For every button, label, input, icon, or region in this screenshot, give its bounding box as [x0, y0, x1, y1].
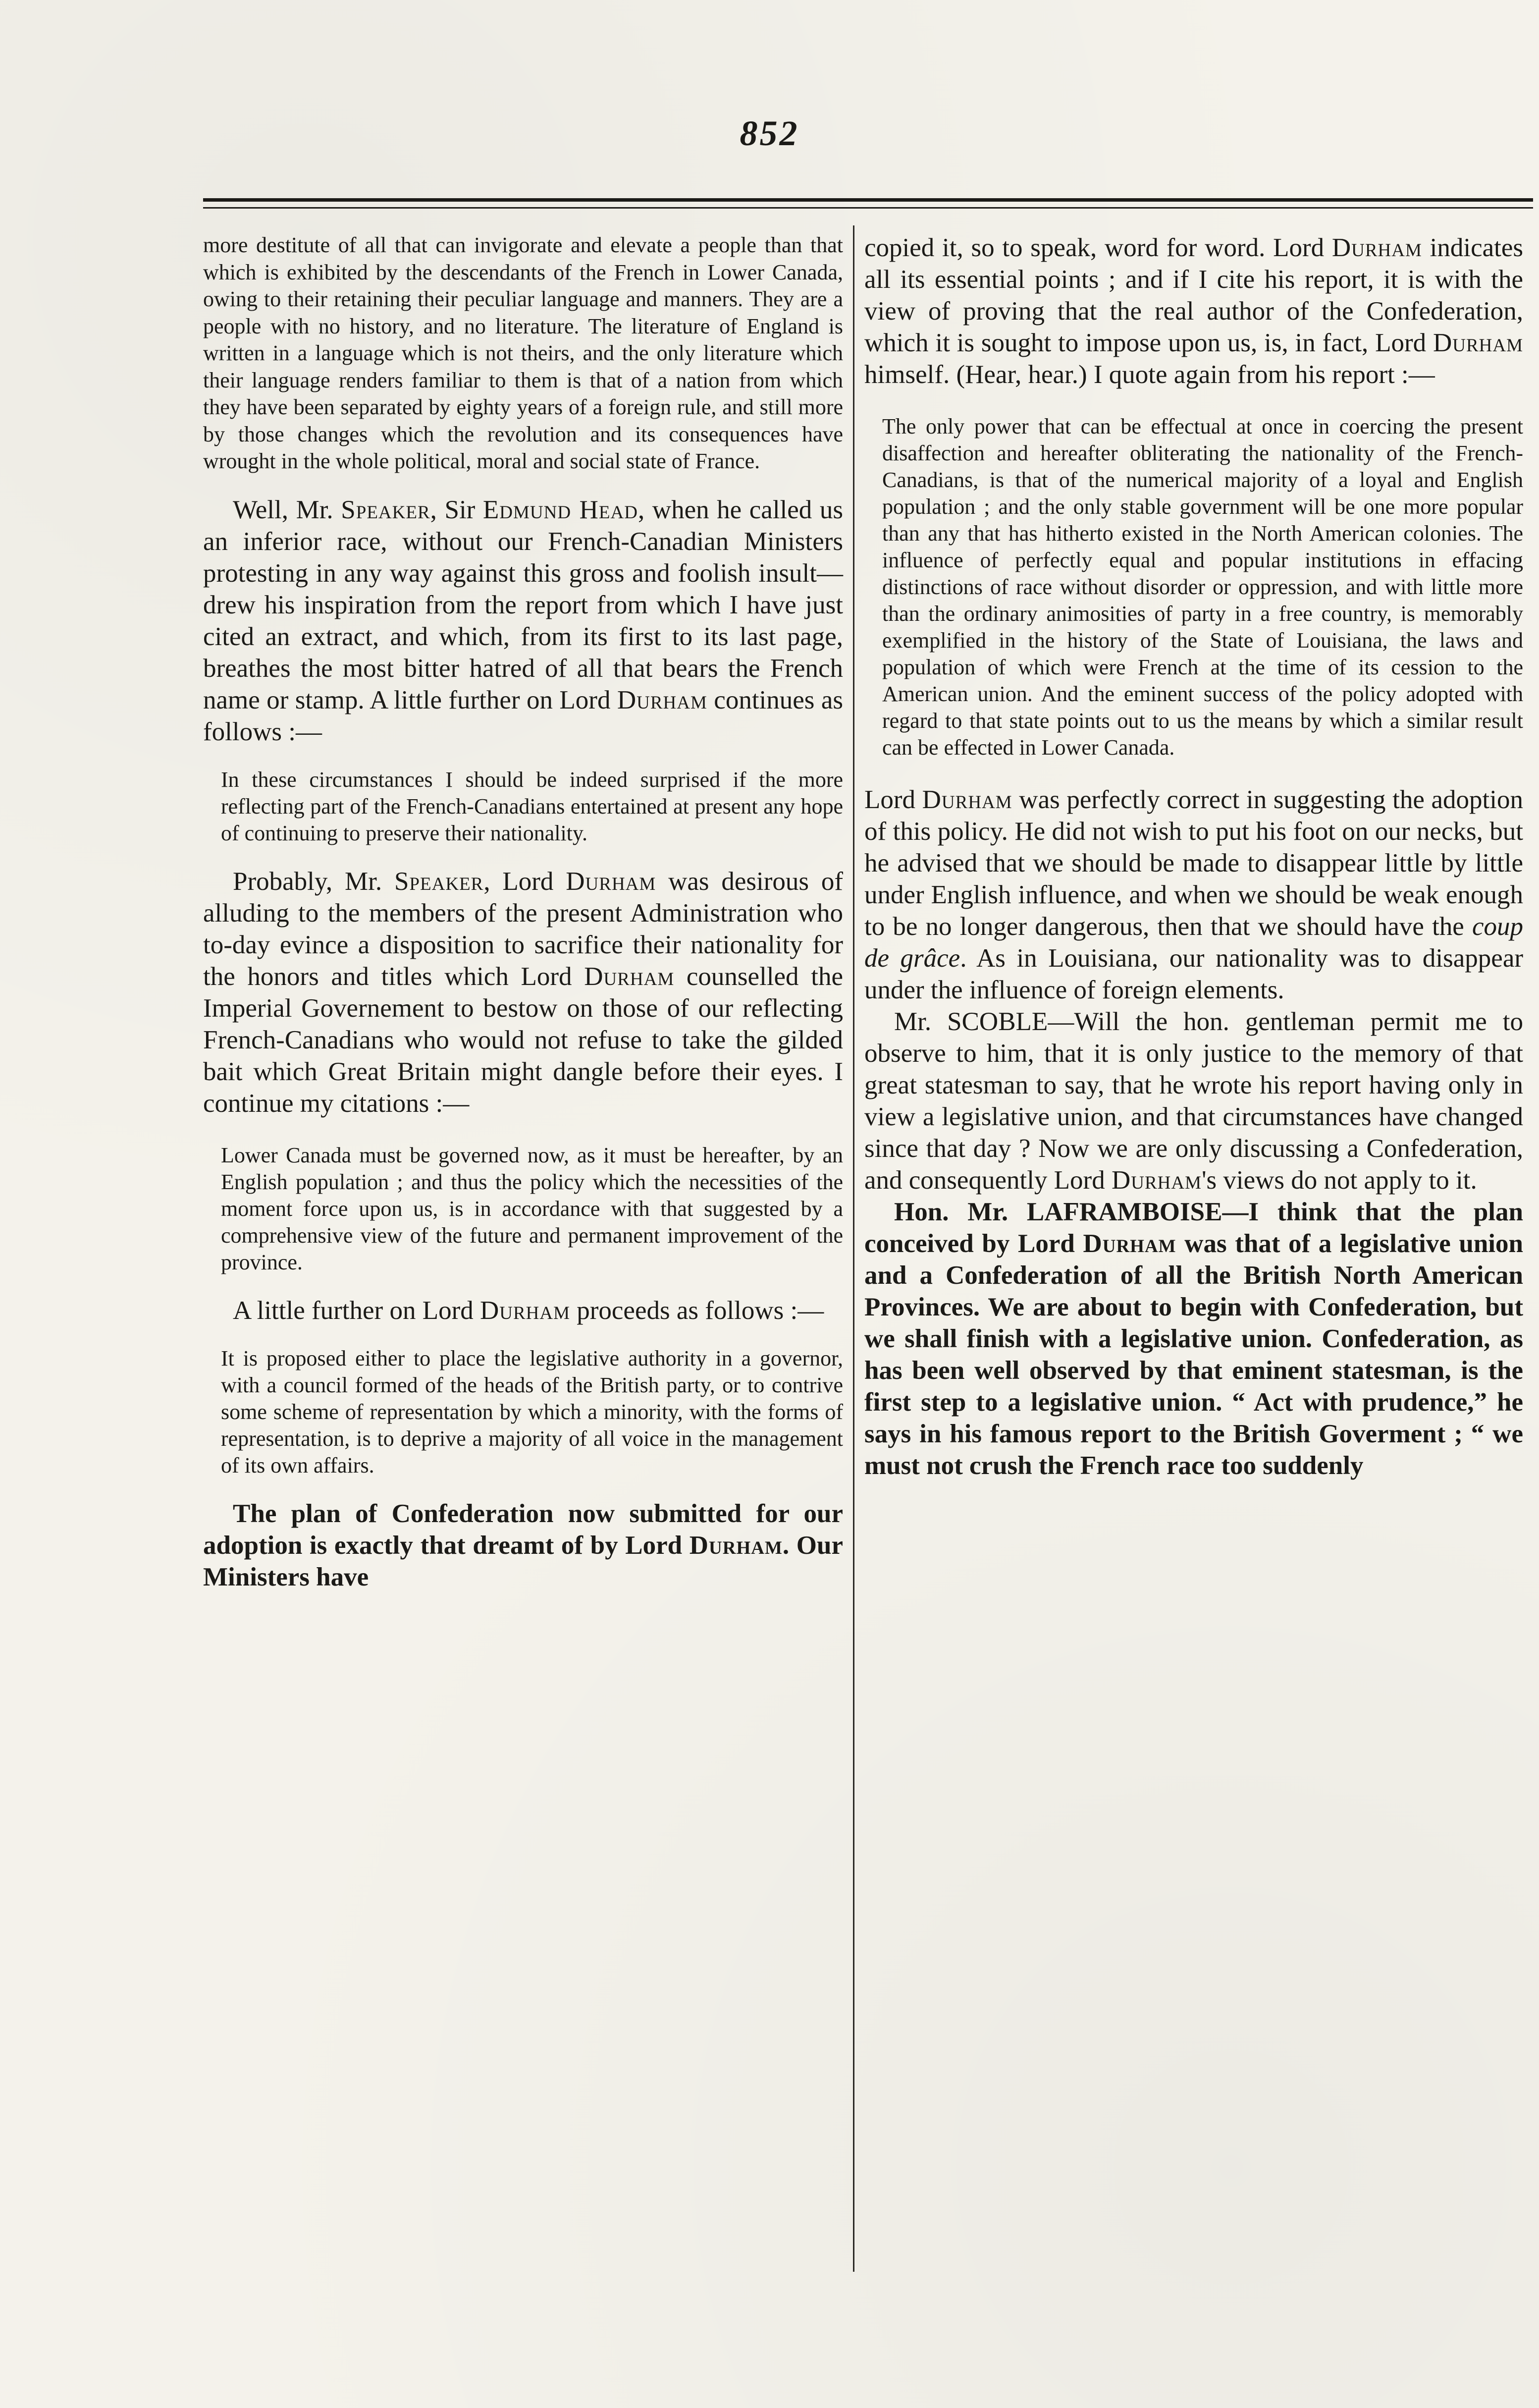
right-paragraph-copied [864, 232, 1523, 390]
text-run: continues as follows :— [203, 685, 843, 746]
text-run: was desirous of alluding to the members of the present Administration who to-day evince a disposition to sacrifice their nationality for the honors and titles which Lord [203, 867, 843, 991]
text-run: indicates all its essential points ; and if I cite his report, it is with the view of proving that the real author of the Confederation, which it is sought to impose upon us, is, in fact, Lord [864, 233, 1524, 357]
person-name: Durham [566, 867, 656, 896]
left-paragraph-plan-of-confederation [203, 1498, 843, 1593]
text-run: proceeds as follows :— [570, 1296, 824, 1325]
italic-phrase: coup de grâce [864, 912, 1523, 973]
left-paragraph-little-further [203, 1295, 843, 1326]
text-run: . Our Ministers have [203, 1531, 843, 1591]
right-quote-only-power: The only power that can be effectual at once in coercing the present disaffection and hereafter obliterating the nationality of the French-Canadians, is that of the numerical majority of a loyal and English population ; and the only stable government will be one more popular than any that has hitherto existed in the North American colonies. The influence of perfectly equal and popular institutions in effacing distinctions of race without disorder or oppression, and with little more than the ordinary animosities of party in a free country, is memorably exemplified in the history of the State of Louisiana, the laws and population of which were French at the time of its cession to the American union. And the eminent success of the policy adopted with regard to that state points out to us the means by which a similar result can be effected in Lower Canada. [882, 414, 1523, 760]
person-name: Durham [1331, 233, 1422, 262]
text-run: , Lord [483, 867, 566, 896]
speaker-name: Speaker [394, 867, 484, 896]
text-run: himself. (Hear, hear.) I quote again from his report :— [864, 360, 1435, 389]
person-name: Durham [689, 1531, 783, 1560]
person-name: Durham [922, 785, 1012, 814]
left-paragraph-probably [203, 866, 843, 1119]
speaker-name: Hon. Mr. LAFRAMBOISE [894, 1198, 1222, 1226]
text-run: The plan of Confederation now submitted for our adoption is exactly that dreamt of by Lord [203, 1499, 843, 1560]
text-run: —Will the hon. gentleman permit me to observe to him, that it is only justice to the memory of that great statesman to say, that he wrote his report having only in view a legislative union, and that circumstances have changed since that day ? Now we are only discussing a Confederation, and consequently Lord [864, 1007, 1523, 1195]
right-paragraph-scoble [864, 1006, 1523, 1196]
person-name: Durham [1111, 1166, 1202, 1195]
page-number: 852 [740, 113, 799, 153]
left-quote-it-is-proposed: It is proposed either to place the legislative authority in a governor, with a council formed of the heads of the British party, or to contrive some scheme of representation by which a minority, with the forms of representation, is to deprive a majority of all voice in the management of its own affairs. [221, 1346, 843, 1478]
speaker-name: Speaker [341, 495, 430, 524]
left-quote-continuation: more destitute of all that can invigorate and elevate a people than that which is exhibited by the descendants of the French in Lower Canada, owing to their retaining their peculiar language and manners. They are a people with no history, and no literature. The literature of England is written in a language which is not theirs, and the only literature which their language renders familiar to them is that of a nation from which they have been separated by eighty years of a foreign rule, and still more by those changes which the revolution and its consequences have wrought in the whole political, moral and social state of France. [203, 233, 843, 473]
text-run: . As in Louisiana, our nationality was to disappear under the influence of foreign elements. [864, 944, 1523, 1004]
text-run: counselled the Imperial Governement to bestow on those of our reflecting French-Canadians who would not refuse to take the gilded bait which Great Britain might dangle before their eyes. I continue my citations :— [203, 962, 843, 1118]
person-name: Durham [1433, 328, 1523, 357]
text-run: —I think that the plan conceived by Lord [864, 1198, 1523, 1258]
left-quote-lower-canada: Lower Canada must be governed now, as it must be hereafter, by an English population ; and thus the policy which the necessities of the moment force upon us, is in accordance with that suggested by a comprehensive view of the future and permanent improvement of the province. [221, 1143, 843, 1274]
person-name: Durham [1083, 1229, 1176, 1258]
person-name: Durham [479, 1296, 570, 1325]
right-paragraph-laframboise [864, 1196, 1523, 1481]
speaker-name: Mr. SCOBLE [894, 1007, 1048, 1036]
text-run: A little further on Lord [233, 1296, 480, 1325]
header-rule-thick [203, 198, 1533, 202]
text-run: copied it, so to speak, word for word. Lord [864, 233, 1332, 262]
person-name: Durham [617, 685, 707, 714]
right-paragraph-perfectly-correct [864, 784, 1523, 1006]
left-quote-circumstances: In these circumstances I should be indeed surprised if the more reflecting part of the French-Canadians entertained at present any hope of continuing to preserve their nationality. [221, 767, 843, 845]
text-run: was perfectly correct in suggesting the adoption of this policy. He did not wish to put his foot on our necks, but he advised that we should be made to disappear little by little under English influence, and when we should be weak enough to be no longer dangerous, then that we should have the [864, 785, 1524, 941]
text-run: was that of a legislative union and a Confederation of all the British North American Provinces. We are about to begin with Confederation, but we shall finish with a legislative union. Confederation, as has been well observed by that eminent statesman, is the first step to a legislative union. “ Act with prudence,” he says in his famous report to the British Goverment ; “ we must not crush the French race too suddenly [864, 1229, 1523, 1480]
person-name: Durham [584, 962, 675, 991]
text-run: Well, Mr. [233, 495, 341, 524]
text-run: 's views do not apply to it. [1201, 1166, 1477, 1195]
left-paragraph-well-mr-speaker [203, 494, 843, 748]
header-rule-thin [203, 207, 1533, 209]
text-run: , Sir [430, 495, 483, 524]
text-run: Probably, Mr. [233, 867, 394, 896]
person-name: Edmund Head [482, 495, 638, 524]
left-column [203, 232, 843, 1593]
column-divider [853, 225, 854, 2272]
text-run: , when he called us an inferior race, without our French-Canadian Ministers protesting in any way against this gross and foolish insult—drew his inspiration from the report from which I have just cited an extract, and which, from its first to its last page, breathes the most bitter hatred of all that bears the French name or stamp. A little further on Lord [203, 495, 843, 714]
text-run: Lord [864, 785, 922, 814]
right-column [864, 232, 1523, 1481]
